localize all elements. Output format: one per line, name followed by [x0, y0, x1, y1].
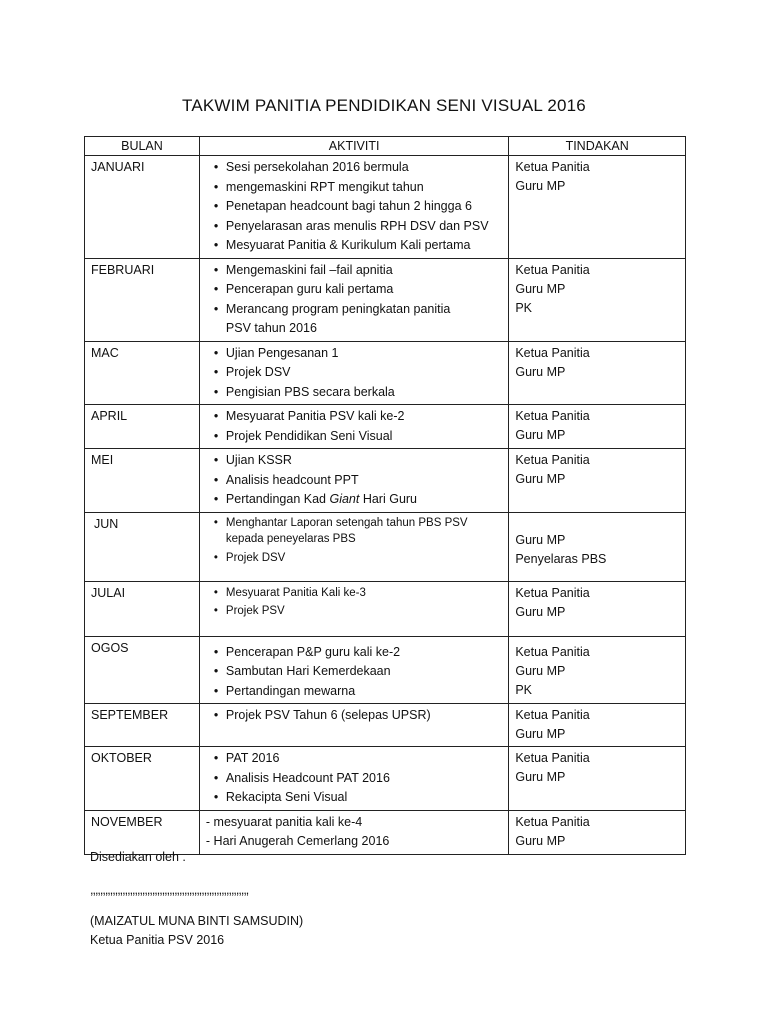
activity-cell [199, 341, 508, 405]
action-item: Penyelaras PBS [515, 551, 607, 566]
list-item: • Sambutan Hari Kemerdekaan [214, 662, 504, 682]
activity-cell [199, 704, 508, 747]
list-item: • Projek DSV [214, 550, 504, 566]
preparer-name: (MAIZATUL MUNA BINTI SAMSUDIN) [90, 914, 304, 928]
month-cell: JUN [85, 512, 200, 581]
list-item-text: Hari Guru [359, 492, 418, 506]
table-row [85, 341, 686, 405]
action-item: Ketua Panitia [515, 453, 590, 467]
table-row [85, 405, 686, 449]
action-cell [509, 747, 686, 811]
action-cell [509, 810, 686, 854]
action-item: Ketua Panitia [515, 644, 590, 659]
action-item: Guru MP [515, 179, 566, 193]
action-item: PK [515, 682, 533, 697]
action-cell [509, 405, 686, 449]
activity-cell [199, 258, 508, 341]
action-item: Guru MP [515, 770, 566, 784]
table-row [85, 747, 686, 811]
list-item: • Pengisian PBS secara berkala [214, 383, 504, 403]
action-item: Guru MP [515, 604, 566, 619]
takwim-table [84, 136, 686, 855]
month-cell: APRIL [85, 405, 200, 449]
list-item: • Analisis Headcount PAT 2016 [214, 769, 504, 789]
list-item: • Penyelarasan aras menulis RPH DSV dan PSV [214, 217, 504, 237]
action-cell [509, 156, 686, 259]
activity-cell [199, 156, 508, 259]
preparer-position: Ketua Panitia PSV 2016 [90, 933, 225, 947]
list-item: • Mesyuarat Panitia & Kurikulum Kali pertama [214, 236, 504, 256]
action-item: Ketua Panitia [515, 708, 590, 722]
action-item: Guru MP [515, 428, 566, 442]
action-cell [509, 449, 686, 513]
action-item: Guru MP [515, 663, 566, 678]
action-item: Guru MP [515, 472, 566, 486]
header-bulan: BULAN [85, 137, 200, 156]
list-item: - Hari Anugerah Cemerlang 2016 [205, 834, 390, 848]
header-tindakan: TINDAKAN [509, 137, 686, 156]
month-cell: OKTOBER [85, 747, 200, 811]
list-item: • Menghantar Laporan setengah tahun PBS PSV kepada peneyelaras PBS [214, 515, 504, 547]
signature-line: ,,,,,,,,,,,,,,,,,,,,,,,,,,,,,,,,,,,,,,,,,,,,,,,,,,,,,,,,,,,,,,,, [90, 883, 249, 897]
activity-cell [199, 747, 508, 811]
action-item: Ketua Panitia [515, 751, 590, 765]
activity-cell [199, 405, 508, 449]
activity-cell [199, 810, 508, 854]
table-row [85, 636, 686, 704]
month-cell: FEBRUARI [85, 258, 200, 341]
list-item: - mesyuarat panitia kali ke-4 [205, 814, 363, 829]
action-cell [509, 581, 686, 636]
list-item-text: Pertandingan Kad [225, 492, 330, 506]
table-row [85, 810, 686, 854]
action-item: Ketua Panitia [515, 160, 590, 174]
list-item: • Sesi persekolahan 2016 bermula [214, 158, 504, 178]
list-item: • Pertandingan mewarna [214, 682, 504, 702]
list-item: • Analisis headcount PPT [214, 471, 504, 491]
list-item: • Mesyuarat Panitia Kali ke-3 [214, 584, 504, 603]
list-item-emphasis: Giant [329, 492, 360, 506]
list-item: • Mengemaskini fail –fail apnitia [214, 261, 504, 281]
list-item: • Projek Pendidikan Seni Visual [214, 427, 504, 447]
action-item: PK [515, 300, 533, 315]
action-cell [509, 704, 686, 747]
action-cell [509, 341, 686, 405]
activity-cell [199, 636, 508, 704]
action-cell [509, 258, 686, 341]
action-item: Guru MP [515, 532, 566, 547]
list-item: • PAT 2016 [214, 749, 504, 769]
table-row [85, 704, 686, 747]
list-item: • Ujian Pengesanan 1 [214, 344, 504, 364]
list-item: • Projek DSV [214, 363, 504, 383]
list-item: • Pencerapan guru kali pertama [214, 280, 504, 300]
month-cell: JULAI [85, 581, 200, 636]
action-item: Guru MP [515, 281, 566, 296]
action-item: Guru MP [515, 833, 566, 848]
list-item: • Projek PSV Tahun 6 (selepas UPSR) [214, 706, 504, 726]
activity-cell [199, 449, 508, 513]
action-cell [509, 636, 686, 704]
table-header-row [85, 137, 686, 156]
table-row [85, 581, 686, 636]
table-row [85, 449, 686, 513]
action-item: Ketua Panitia [515, 262, 590, 277]
action-cell [509, 512, 686, 581]
action-item: Guru MP [515, 364, 566, 379]
action-item: Ketua Panitia [515, 345, 590, 360]
list-item: • Pencerapan P&P guru kali ke-2 [214, 643, 504, 663]
list-item: • Penetapan headcount bagi tahun 2 hingga 6 [214, 197, 504, 217]
month-cell: JANUARI [85, 156, 200, 259]
month-cell: OGOS [85, 636, 200, 704]
action-item: Ketua Panitia [515, 814, 590, 829]
action-item: Ketua Panitia [515, 585, 590, 600]
list-item: • Mesyuarat Panitia PSV kali ke-2 [214, 407, 504, 427]
list-item: • Projek PSV [214, 603, 504, 619]
list-item: • Rekacipta Seni Visual [214, 788, 504, 808]
month-cell: MAC [85, 341, 200, 405]
prepared-by-label: Disediakan oleh . [90, 850, 186, 864]
month-cell: NOVEMBER [85, 810, 200, 854]
list-item: • Ujian KSSR [214, 451, 504, 471]
action-item: Ketua Panitia [515, 409, 590, 423]
table-row [85, 512, 686, 581]
table-row [85, 156, 686, 259]
activity-cell [199, 512, 508, 581]
list-item [214, 490, 504, 510]
activity-cell [199, 581, 508, 636]
header-aktiviti: AKTIVITI [199, 137, 508, 156]
table-row [85, 258, 686, 341]
list-item: • mengemaskini RPT mengikut tahun [214, 178, 504, 198]
month-cell: MEI [85, 449, 200, 513]
document-title: TAKWIM PANITIA PENDIDIKAN SENI VISUAL 2016 [182, 96, 586, 115]
month-cell: SEPTEMBER [85, 704, 200, 747]
list-item: • Merancang program peningkatan panitia PSV tahun 2016 [214, 300, 504, 339]
action-item: Guru MP [515, 727, 566, 741]
